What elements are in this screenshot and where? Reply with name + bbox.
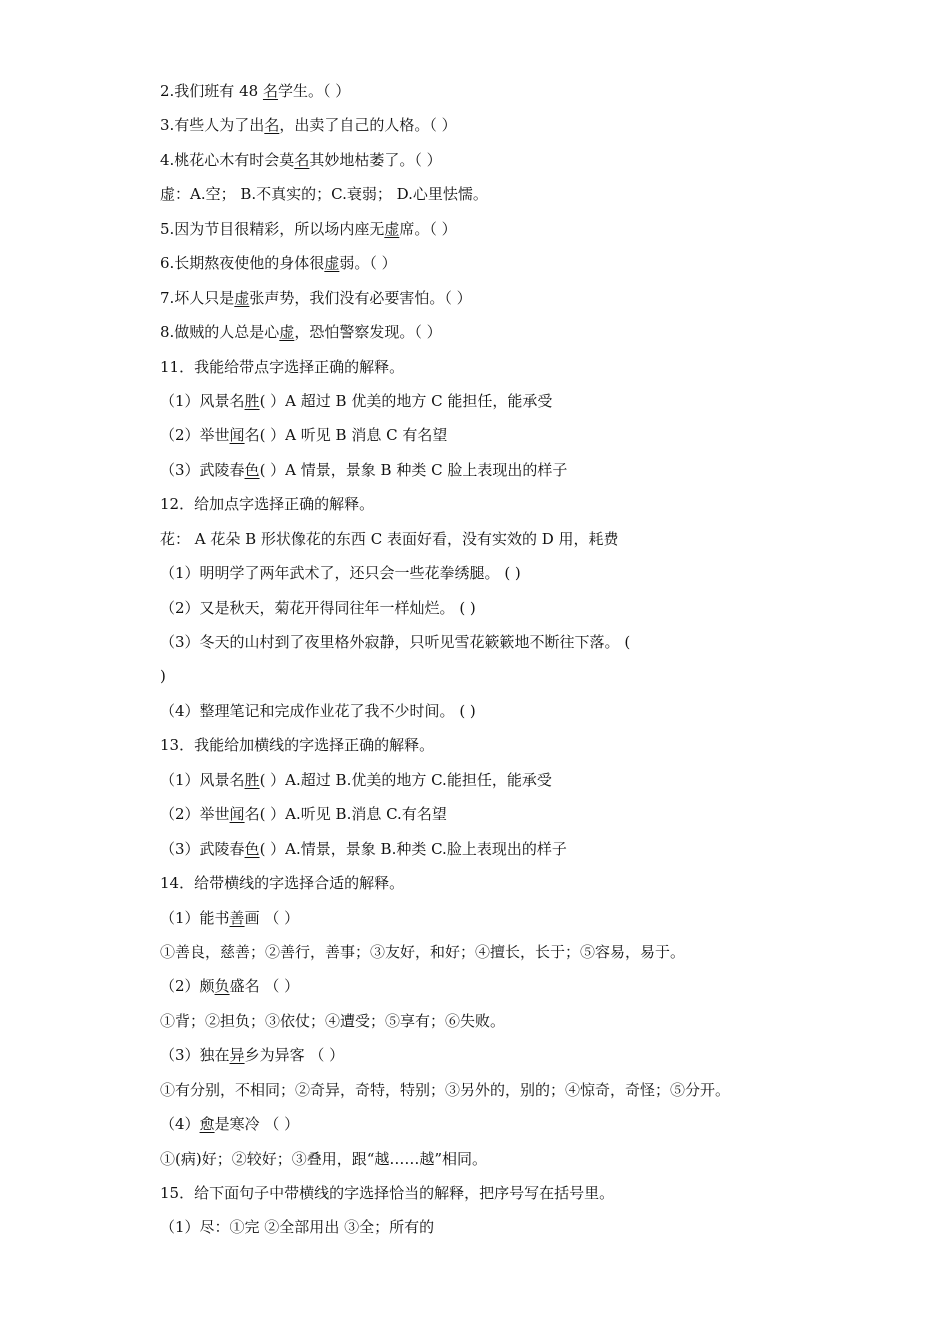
underlined-char: 虚: [324, 254, 340, 273]
line-text: 4.桃花心木有时会莫: [160, 150, 295, 169]
line-text: ，出卖了自己的人格。（ ）: [279, 116, 457, 135]
text-line: [160, 1107, 820, 1141]
text-line: [160, 694, 820, 728]
text-line: [160, 1210, 820, 1244]
document-page: [160, 74, 820, 1245]
line-text: 名( ）A 听见 B 消息 C 有名望: [244, 426, 448, 445]
line-text: 名( ）A.听见 B.消息 C.有名望: [244, 805, 447, 824]
line-text: ( ）A.情景，景象 B.种类 C.脸上表现出的样子: [259, 839, 567, 858]
line-text: ，恐怕警察发现。（ ）: [294, 323, 442, 342]
line-text: ( ）A 情景，景象 B 种类 C 脸上表现出的样子: [259, 460, 568, 479]
line-text: 盛名 （ ）: [229, 977, 300, 996]
line-text: ( ）A.超过 B.优美的地方 C.能担任，能承受: [259, 770, 552, 789]
line-text: 2.我们班有 48: [160, 82, 263, 100]
line-text: （1）能书: [160, 908, 230, 927]
text-line: [160, 315, 820, 349]
underlined-char: 名: [294, 150, 310, 169]
line-text: 学生。（ ）: [277, 82, 351, 100]
underlined-char: 异: [229, 1046, 245, 1065]
line-text: （2）举世: [160, 426, 230, 445]
text-line: [160, 384, 820, 418]
line-text: 弱。（ ）: [339, 254, 397, 273]
line-text: 席。（ ）: [399, 219, 457, 238]
question-heading: [160, 350, 820, 384]
line-text: （2）颇: [160, 977, 215, 996]
text-line: [160, 522, 820, 556]
line-text: 15．给下面句子中带横线的字选择恰当的解释，把序号写在括号里。: [160, 1184, 615, 1202]
underlined-char: 闻: [229, 805, 245, 824]
line-text: 乡为异客 （ ）: [244, 1046, 345, 1065]
underlined-char: 虚: [279, 323, 295, 342]
line-text: （4）整理笔记和完成作业花了我不少时间。 ( ): [160, 701, 476, 720]
line-text: 13．我能给加横线的字选择正确的解释。: [160, 736, 435, 755]
underlined-char: 胜: [244, 391, 260, 410]
line-text: （1）明明学了两年武术了，还只会一些花拳绣腿。 ( ): [160, 564, 521, 583]
underlined-char: 名: [264, 116, 280, 135]
text-line: [160, 591, 820, 625]
question-heading: [160, 866, 820, 900]
underlined-char: 愈: [199, 1115, 215, 1134]
line-text: ①(病)好；②较好；③叠用，跟“越……越”相同。: [160, 1149, 488, 1168]
underlined-char: 善: [229, 908, 245, 927]
line-text: 11．我能给带点字选择正确的解释。: [160, 357, 405, 376]
text-line: [160, 212, 820, 246]
underlined-char: 色: [244, 839, 260, 858]
text-line: [160, 74, 820, 108]
text-line: [160, 935, 820, 969]
line-text: ( ）A 超过 B 优美的地方 C 能担任，能承受: [259, 391, 553, 410]
underlined-char: 胜: [244, 770, 260, 789]
text-line: [160, 763, 820, 797]
text-line: [160, 177, 820, 211]
text-line: [160, 143, 820, 177]
line-text: （2）举世: [160, 805, 230, 824]
text-line: [160, 1142, 820, 1176]
text-line: [160, 453, 820, 487]
underlined-char: 色: [244, 460, 260, 479]
text-line: [160, 969, 820, 1003]
text-line: [160, 832, 820, 866]
text-line: [160, 246, 820, 280]
text-line: [160, 797, 820, 831]
line-text: 7.坏人只是: [160, 288, 235, 307]
line-text: ): [160, 667, 166, 686]
line-text: （2）又是秋天，菊花开得同往年一样灿烂。 ( ): [160, 598, 476, 617]
line-text: （3）武陵春: [160, 460, 245, 479]
text-line: [160, 1038, 820, 1072]
text-line: [160, 418, 820, 452]
line-text: 6.长期熬夜使他的身体很: [160, 254, 325, 273]
line-text: 画 （ ）: [244, 908, 300, 927]
text-line: [160, 1004, 820, 1038]
line-text: ①有分别，不相同；②奇异，奇特，特别；③另外的，别的；④惊奇，奇怪；⑤分开。: [160, 1080, 731, 1099]
text-line: [160, 108, 820, 142]
underlined-char: 名: [262, 82, 278, 100]
line-text: （3）冬天的山村到了夜里格外寂静，只听见雪花簌簌地不断往下落。 (: [160, 633, 631, 651]
text-line: [160, 901, 820, 935]
text-line: [160, 659, 820, 693]
underlined-char: 虚: [384, 219, 400, 238]
line-text: （1）风景名: [160, 391, 245, 410]
line-text: （1）尽：①完 ②全部用出 ③全；所有的: [160, 1218, 435, 1237]
line-text: 是寒冷 （ ）: [214, 1115, 300, 1134]
line-text: 12．给加点字选择正确的解释。: [160, 495, 375, 514]
underlined-char: 闻: [229, 426, 245, 445]
text-line: [160, 556, 820, 590]
text-line: [160, 281, 820, 315]
line-text: 3.有些人为了出: [160, 116, 265, 135]
line-text: ①背；②担负；③依仗；④遭受；⑤享有；⑥失败。: [160, 1011, 506, 1030]
underlined-char: 负: [214, 977, 230, 996]
line-text: 14．给带横线的字选择合适的解释。: [160, 874, 405, 893]
line-text: 虚：A.空； B.不真实的；C.衰弱； D.心里怯懦。: [160, 185, 488, 204]
line-text: 5.因为节目很精彩，所以场内座无: [160, 219, 385, 238]
text-line: [160, 1073, 820, 1107]
line-text: 花： A 花朵 B 形状像花的东西 C 表面好看，没有实效的 D 用，耗费: [160, 529, 619, 548]
underlined-char: 虚: [234, 288, 250, 307]
line-text: （1）风景名: [160, 770, 245, 789]
question-heading: [160, 487, 820, 521]
text-line: [160, 625, 820, 659]
line-text: （3）武陵春: [160, 839, 245, 858]
question-heading: [160, 728, 820, 762]
line-text: ①善良，慈善；②善行，善事；③友好，和好；④擅长，长于；⑤容易，易于。: [160, 942, 686, 961]
question-heading: [160, 1176, 820, 1210]
line-text: 张声势，我们没有必要害怕。（ ）: [249, 288, 472, 307]
line-text: （4）: [160, 1115, 200, 1134]
line-text: 8.做贼的人总是心: [160, 323, 280, 342]
line-text: （3）独在: [160, 1046, 230, 1065]
line-text: 其妙地枯萎了。（ ）: [309, 150, 442, 169]
